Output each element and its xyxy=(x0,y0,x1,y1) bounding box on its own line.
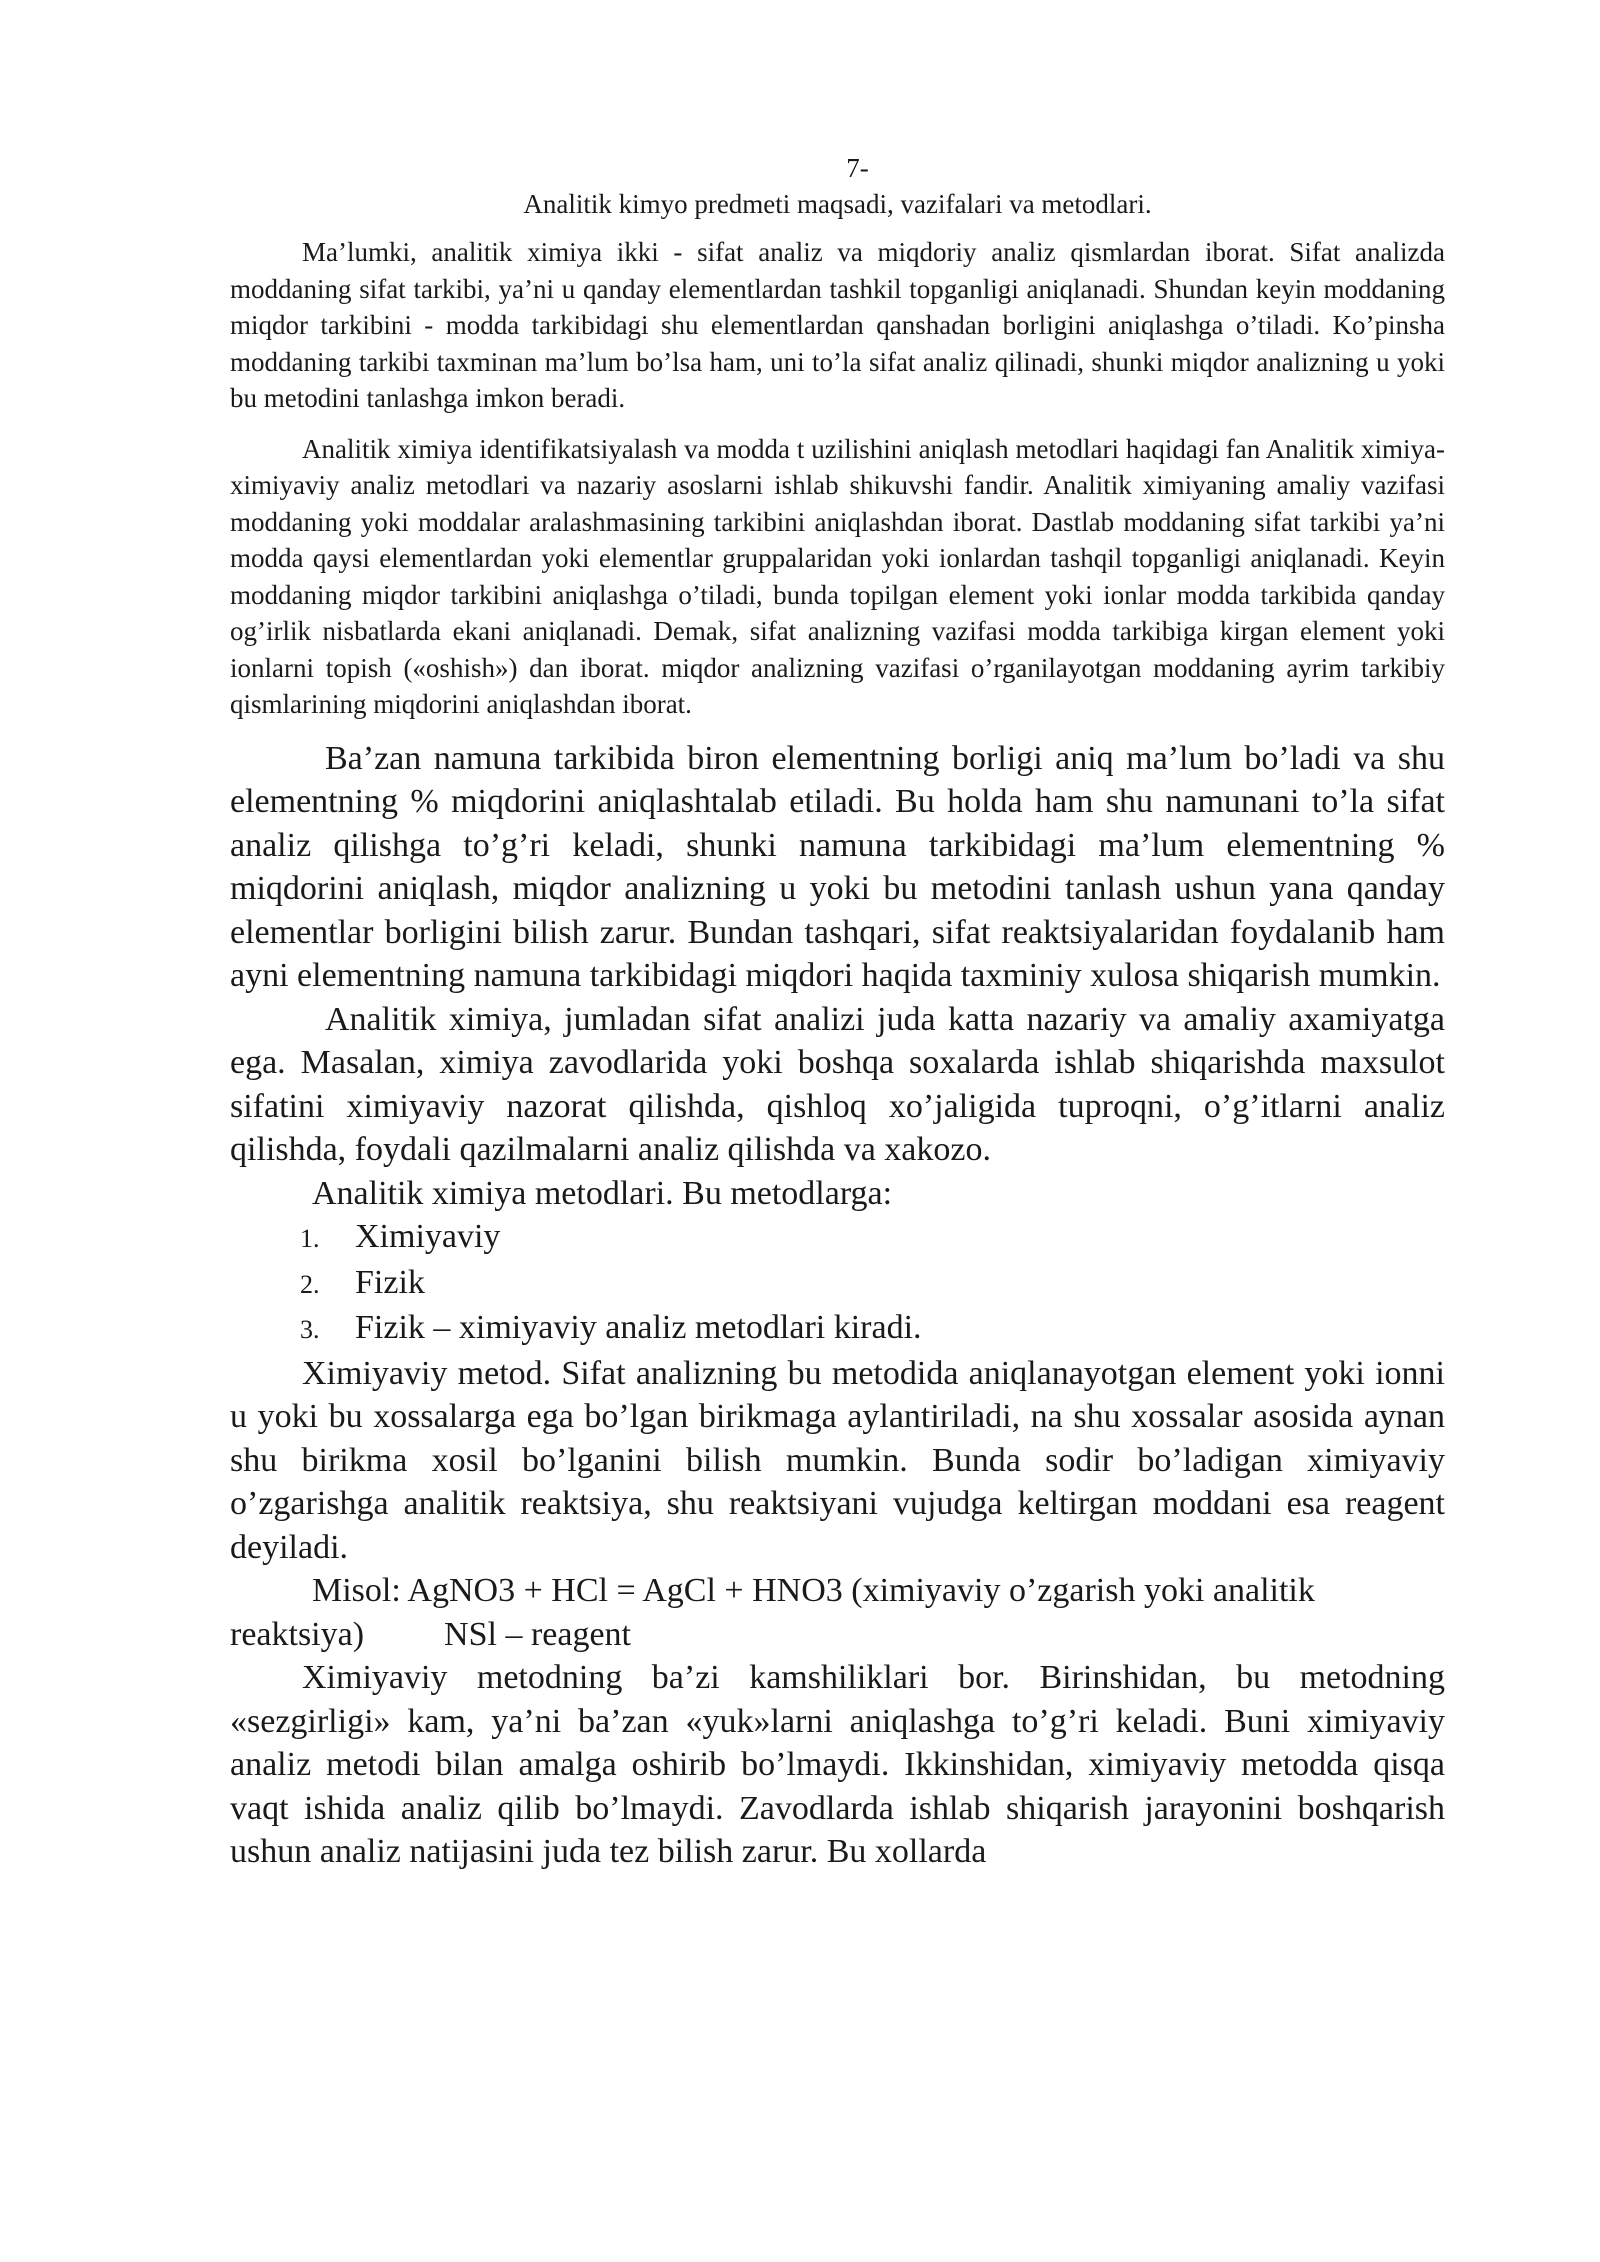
list-item-text: Fizik xyxy=(355,1263,425,1301)
paragraph-bazan: Ba’zan namuna tarkibida biron elementning borligi aniq ma’lum bo’ladi va shu elementning % miqdorini aniqlashtalab etiladi. Bu holda ham shu namunani to’la sifat analiz qilishga to’g’ri keladi, shunki namuna tarkibidagi ma’lum elementning % miqdorini aniqlash, miqdor analizning u yoki bu metodini tanlash ushun yana qanday elementlar borligini bilish zarur. Bundan tashqari, sifat reaktsiyalaridan foydalanib ham ayni elementning namuna tarkibidagi miqdori haqida taxminiy xulosa shiqarish mumkin. xyxy=(230,739,1445,994)
paragraph-kamshiliklar: Ximiyaviy metodning ba’zi kamshiliklari bor. Birinshidan, bu metodning «sezgirligi» kam, ya’ni ba’zan «yuk»larni aniqlashga to’g’ri keladi. Buni ximiyaviy analiz metodi bilan amalga oshirib bo’lmaydi. Ikkinshidan, ximiyaviy metodda qisqa vaqt ishida analiz qilib bo’lmaydi. Zavodlarda ishlab shiqarish jarayonini boshqarish ushun analiz natijasini juda tez bilish zarur. Bu xollarda xyxy=(230,1659,1445,1870)
intro-section xyxy=(230,234,1445,723)
page-number: 7- xyxy=(846,153,869,183)
paragraph-analitik-ahamiyat: Analitik ximiya, jumladan sifat analizi juda katta nazariy va amaliy axamiyatga ega. Masalan, ximiya zavodlarida yoki boshqa soxalarda ishlab shiqarishda maxsulot sifatini ximiyaviy nazorat qilishda, qishloq xo’jaligida tuproqni, o’g’itlarni analiz qilishda, foydali qazilmalarni analiz qilishda va xakozo. xyxy=(230,1000,1445,1168)
list-item-number: 2. xyxy=(300,1269,320,1299)
page-title: Analitik kimyo predmeti maqsadi, vazifalari va metodlari. xyxy=(523,189,1152,219)
list-item xyxy=(230,1306,1445,1352)
paragraph-intro-2: Analitik ximiya identifikatsiyalash va modda t uzilishini aniqlash metodlari haqidagi fan Analitik ximiya- ximiyaviy analiz metodlari va nazariy asoslarni ishlab shikuvshi fandir. Analitik ximiyaning amaliy vazifasi moddaning yoki moddalar aralashmasining tarkibini aniqlashdan iborat. Dastlab moddaning sifat tarkibi ya’ni modda qaysi elementlardan yoki elementlar gruppalaridan yoki ionlardan tashqil topganligi aniqlanadi. Keyin moddaning miqdor tarkibini aniqlashga o’tiladi, bunda topilgan element yoki ionlar modda tarkibida qanday og’irlik nisbatlarda ekani aniqlanadi. Demak, sifat analizning vazifasi modda tarkibiga kirgan element yoki ionlarni topish («oshish») dan iborat. miqdor analizning vazifasi o’rganilayotgan moddaning ayrim tarkibiy qismlarining miqdorini aniqlashdan iborat. xyxy=(230,433,1445,719)
list-item-text: Ximiyaviy xyxy=(355,1218,501,1255)
example-line-2 xyxy=(230,1613,1445,1657)
example-reaction-label: reaktsiya) xyxy=(230,1615,365,1653)
example-line-1: Misol: AgNO3 + HCl = AgCl + HNO3 (ximiyaviy o’zgarish yoki analitik xyxy=(312,1572,1315,1609)
list-item xyxy=(230,1215,1445,1261)
methods-list xyxy=(230,1215,1445,1352)
paragraph-intro-1: Ma’lumki, analitik ximiya ikki - sifat analiz va miqdoriy analiz qismlardan iborat. Sifat analizda moddaning sifat tarkibi, ya’ni u qanday elementlardan tashkil topganligi aniqlanadi. Shundan keyin moddaning miqdor tarkibini - modda tarkibidagi shu elementlardan qanshadan borligini aniqlashga o’tiladi. Ko’pinsha moddaning tarkibi taxminan ma’lum bo’lsa ham, uni to’la sifat analiz qilinadi, shunki miqdor analizning u yoki bu metodini tanlashga imkon beradi. xyxy=(230,237,1445,413)
paragraph-ximiyaviy-metod: Ximiyaviy metod. Sifat analizning bu metodida aniqlanayotgan element yoki ionni u yoki bu xossalarga ega bo’lgan birikmaga aylantiriladi, na shu xossalar asosida aynan shu birikma xosil bo’lganini bilish mumkin. Bunda sodir bo’ladigan ximiyaviy o’zgarishga analitik reaktsiya, shu reaktsiyani vujudga keltirgan moddani esa reagent deyiladi. xyxy=(230,1354,1445,1566)
methods-intro: Analitik ximiya metodlari. Bu metodlarga: xyxy=(312,1174,893,1212)
list-item xyxy=(230,1261,1445,1307)
list-item-number: 1. xyxy=(300,1224,320,1253)
main-section xyxy=(230,737,1445,1874)
document-page xyxy=(230,150,1445,1874)
list-item-number: 3. xyxy=(300,1315,320,1344)
list-item-text: Fizik – ximiyaviy analiz metodlari kiradi. xyxy=(355,1309,922,1346)
example-reagent: NSl – reagent xyxy=(444,1615,631,1653)
